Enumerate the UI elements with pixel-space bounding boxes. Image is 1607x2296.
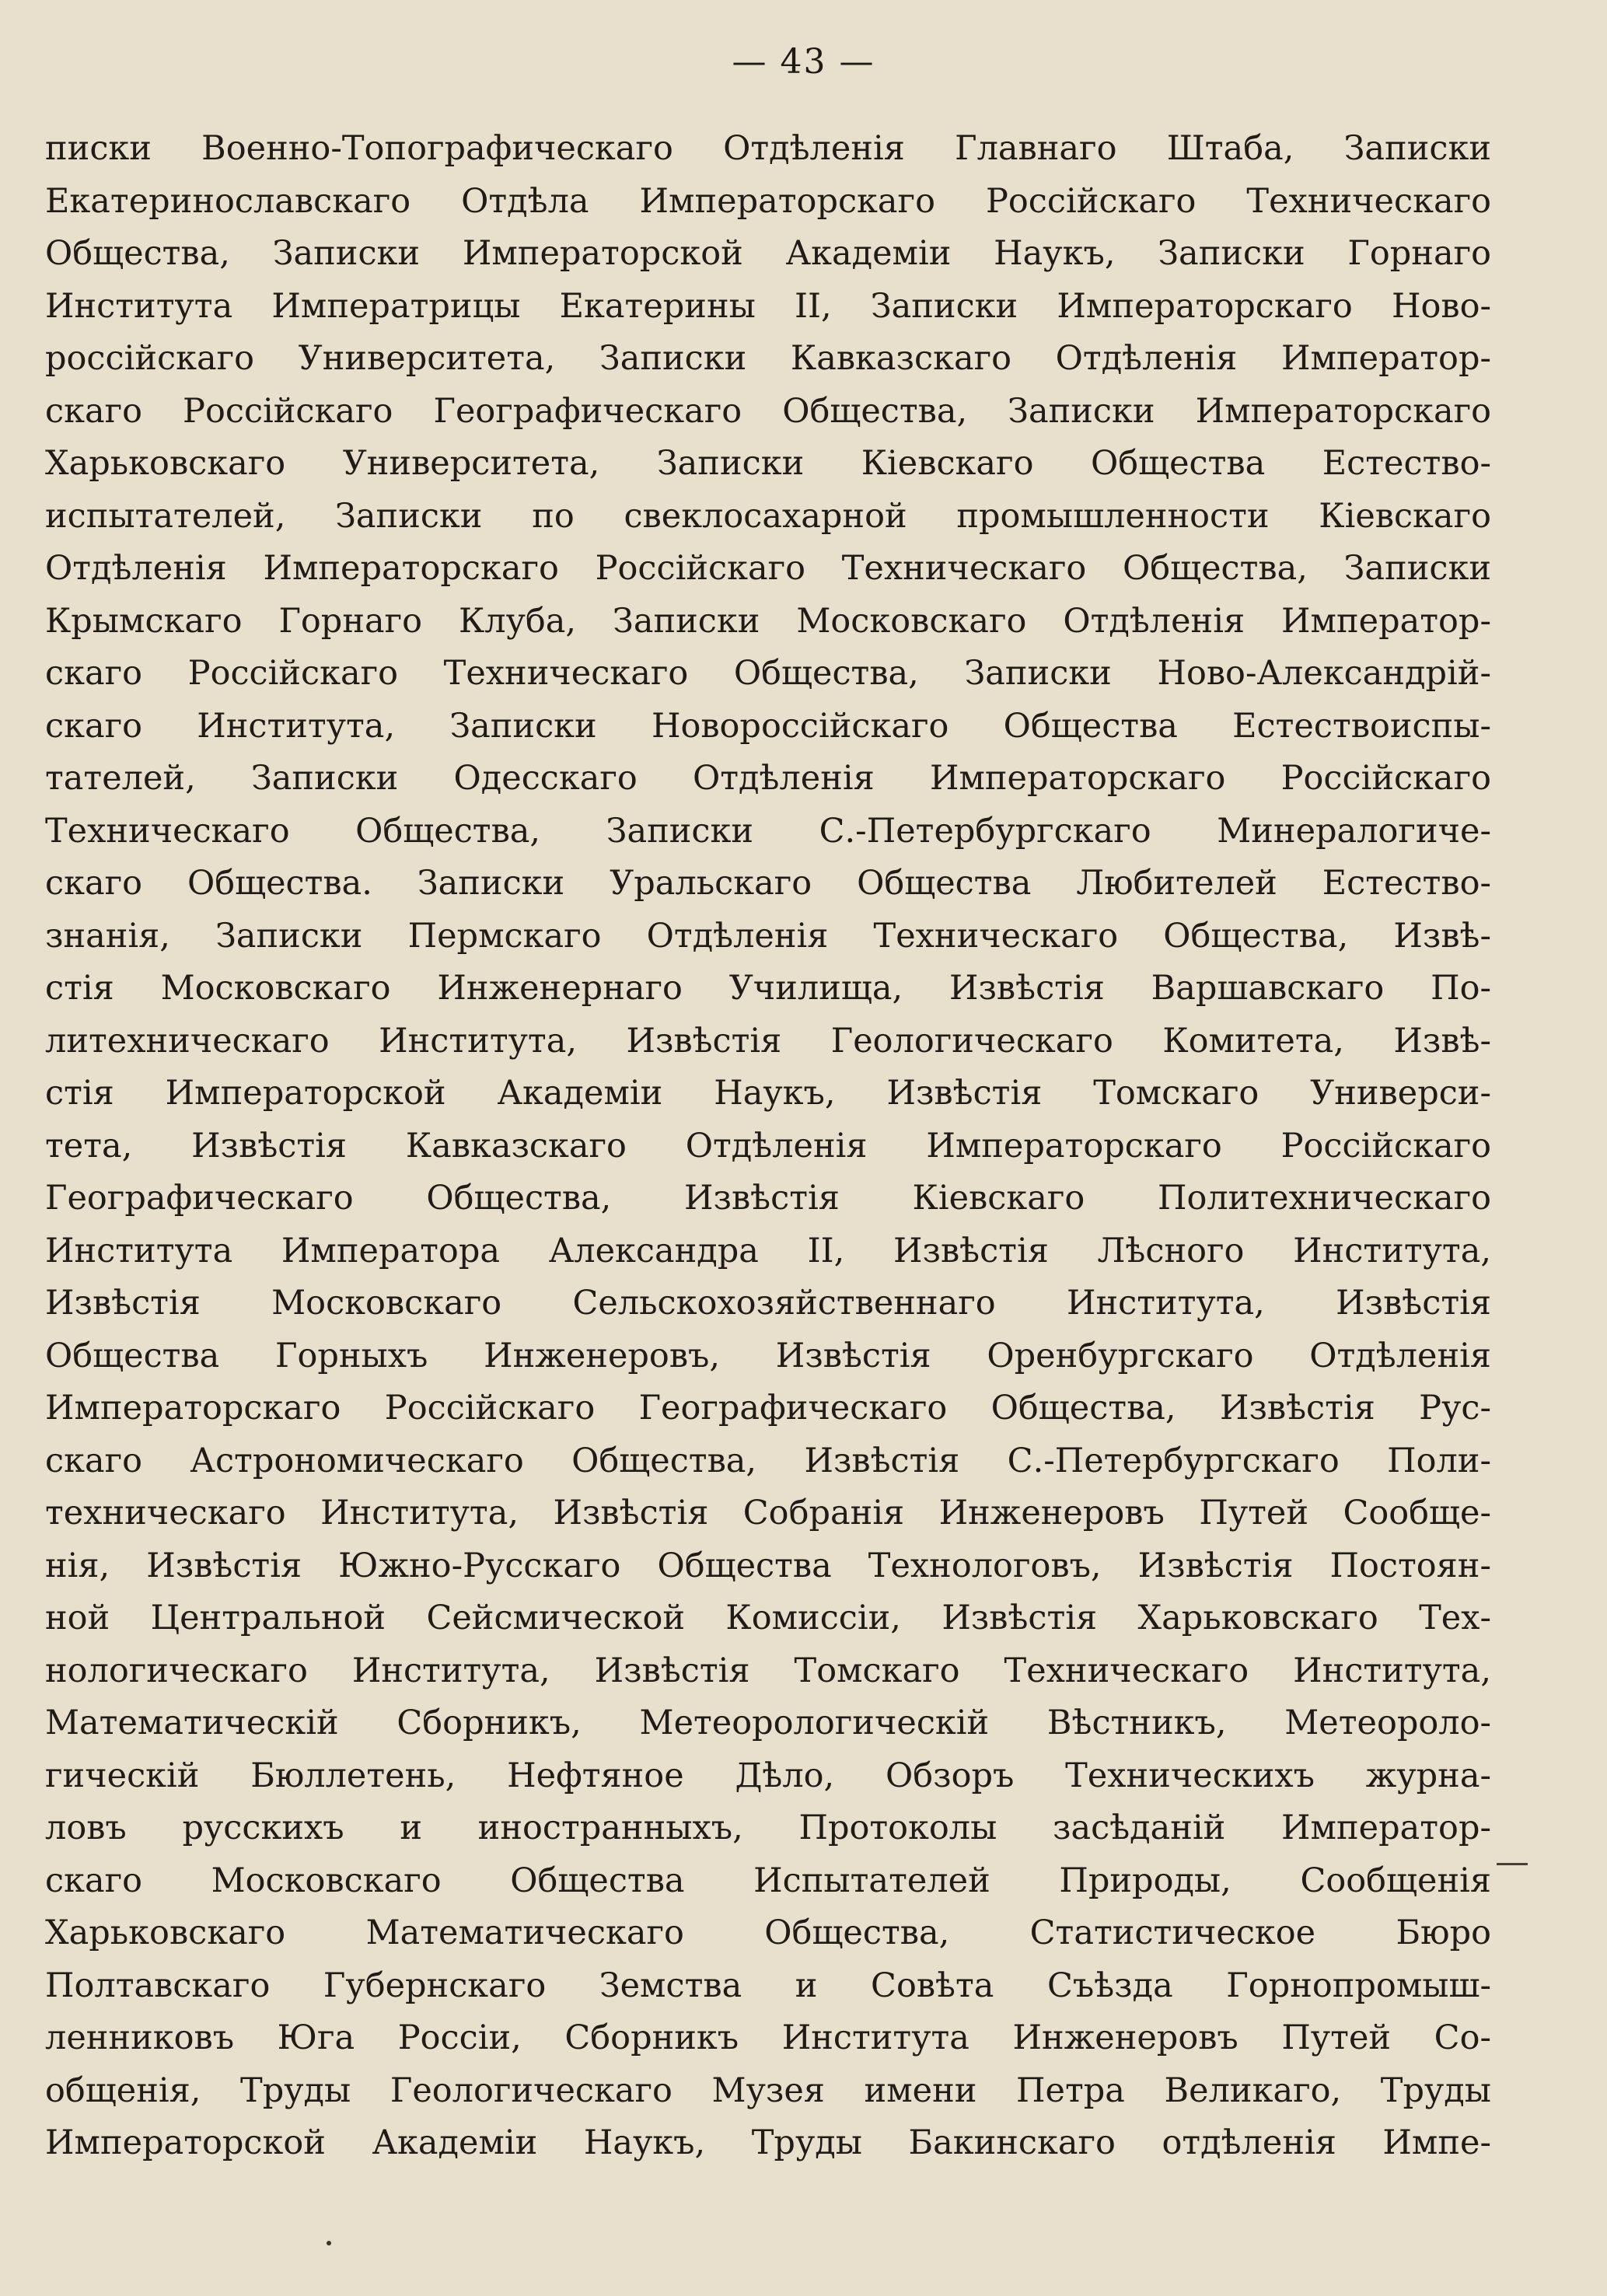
- text-line: Техническаго Общества, Записки С.-Петербургскаго Минералогиче-: [45, 811, 1491, 851]
- text-line: техническаго Института, Извѣстія Собранія Инженеровъ Путей Сообще-: [45, 1494, 1491, 1532]
- text-line: тета, Извѣстія Кавказскаго Отдѣленія Императорскаго Россійскаго: [45, 1126, 1491, 1165]
- text-line: Екатеринославскаго Отдѣла Императорскаго Россійскаго Техническаго: [45, 181, 1491, 221]
- text-line: Отдѣленія Императорскаго Россійскаго Техническаго Общества, Записки: [45, 549, 1491, 588]
- text-line: россійскаго Университета, Записки Кавказскаго Отдѣленія Император-: [45, 339, 1491, 378]
- text-line: ловъ русскихъ и иностранныхъ, Протоколы засѣданій Император-: [45, 1808, 1491, 1847]
- text-line: гическій Бюллетень, Нефтяное Дѣло, Обзоръ Техническихъ журна-: [45, 1756, 1491, 1795]
- text-line: Математическій Сборникъ, Метеорологическій Вѣстникъ, Метеороло-: [45, 1704, 1491, 1742]
- text-line: тателей, Записки Одесскаго Отдѣленія Императорскаго Россійскаго: [45, 759, 1491, 798]
- text-line: Института Императора Александра II, Извѣстія Лѣсного Института,: [45, 1231, 1491, 1270]
- text-line: Извѣстія Московскаго Сельскохозяйственнаго Института, Извѣстія: [45, 1284, 1491, 1323]
- text-line: Харьковскаго Университета, Записки Кіевскаго Общества Естество-: [45, 444, 1491, 483]
- text-line: Императорскаго Россійскаго Географическаго Общества, Извѣстія Рус-: [45, 1389, 1491, 1428]
- text-line: Общества, Записки Императорской Академіи Наукъ, Записки Горнаго: [45, 234, 1491, 273]
- ink-speck: [327, 2241, 331, 2245]
- text-line: скаго Россійскаго Географическаго Общества, Записки Императорскаго: [45, 391, 1491, 431]
- text-line: ной Центральной Сейсмической Комиссіи, Извѣстія Харьковскаго Тех-: [45, 1599, 1491, 1637]
- text-line: Института Императрицы Екатерины II, Записки Императорскаго Ново-: [45, 286, 1491, 326]
- page-number: — 43 —: [732, 42, 875, 82]
- text-line: нія, Извѣстія Южно-Русскаго Общества Технологовъ, Извѣстія Постоян-: [45, 1546, 1491, 1585]
- text-line: скаго Общества. Записки Уральскаго Общества Любителей Естество-: [45, 864, 1491, 903]
- text-line: Общества Горныхъ Инженеровъ, Извѣстія Оренбургскаго Отдѣленія: [45, 1336, 1491, 1375]
- text-line: Полтавскаго Губернскаго Земства и Совѣта Съѣзда Горнопромыш-: [45, 1966, 1491, 2005]
- text-line: стія Императорской Академіи Наукъ, Извѣстія Томскаго Универси-: [45, 1074, 1491, 1113]
- text-line: Императорской Академіи Наукъ, Труды Бакинскаго отдѣленія Импе-: [45, 2123, 1491, 2162]
- text-line: Географическаго Общества, Извѣстія Кіевскаго Политехническаго: [45, 1179, 1491, 1218]
- margin-mark: [1497, 1863, 1528, 1865]
- text-line: ленниковъ Юга Россіи, Сборникъ Института Инженеровъ Путей Со-: [45, 2018, 1491, 2057]
- text-line: скаго Астрономическаго Общества, Извѣстія С.-Петербургскаго Поли-: [45, 1441, 1491, 1480]
- text-line: нологическаго Института, Извѣстія Томскаго Техническаго Института,: [45, 1651, 1491, 1690]
- text-line: Крымскаго Горнаго Клуба, Записки Московскаго Отдѣленія Император-: [45, 601, 1491, 641]
- text-line: стія Московскаго Инженернаго Училища, Извѣстія Варшавскаго По-: [45, 969, 1491, 1008]
- text-line: скаго Института, Записки Новороссійскаго Общества Естествоиспы-: [45, 706, 1491, 746]
- text-line: скаго Россійскаго Техническаго Общества, Записки Ново-Александрій-: [45, 654, 1491, 693]
- text-line: знанія, Записки Пермскаго Отдѣленія Техническаго Общества, Извѣ-: [45, 916, 1491, 956]
- text-line: скаго Московскаго Общества Испытателей Природы, Сообщенія: [45, 1861, 1491, 1900]
- body-text: [45, 123, 1491, 2170]
- text-line: писки Военно-Топографическаго Отдѣленія Главнаго Штаба, Записки: [45, 129, 1491, 168]
- text-line: литехническаго Института, Извѣстія Геологическаго Комитета, Извѣ-: [45, 1021, 1491, 1061]
- text-line: испытателей, Записки по свеклосахарной промышленности Кіевскаго: [45, 496, 1491, 536]
- text-line: Харьковскаго Математическаго Общества, Статистическое Бюро: [45, 1913, 1491, 1952]
- text-line: общенія, Труды Геологическаго Музея имени Петра Великаго, Труды: [45, 2071, 1491, 2110]
